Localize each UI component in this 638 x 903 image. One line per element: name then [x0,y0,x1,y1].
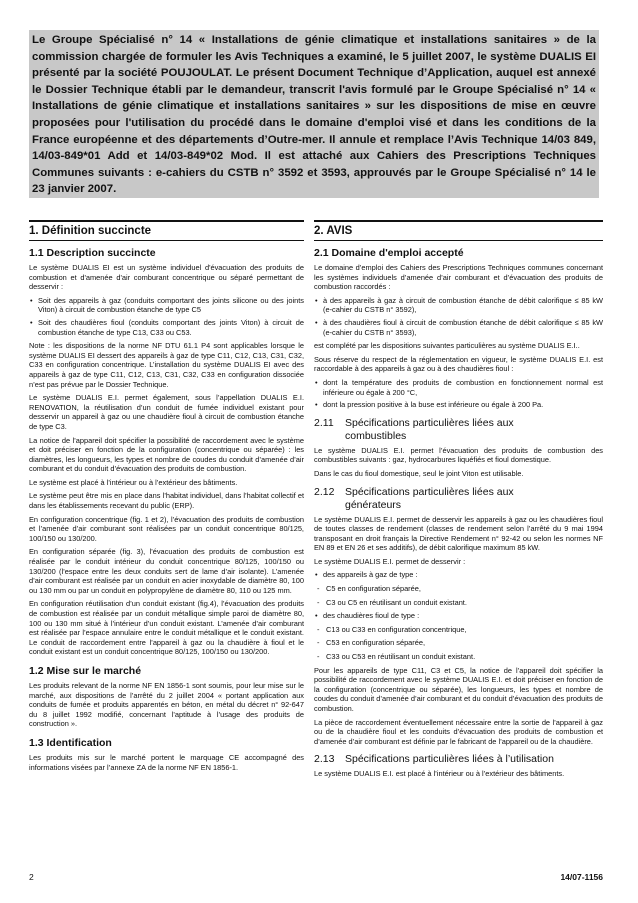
paragraph: Le système peut être mis en place dans l’habitat individuel, dans l’habitat collectif et dans les établissements recevant du public (ERP). [29,491,304,511]
section-number: 2.12 [314,485,335,498]
bullet-list [314,378,603,410]
dash-list [314,625,603,662]
paragraph: Le système est placé à l’intérieur ou à l’extérieur des bâtiments. [29,477,238,487]
document-reference: 14/07-1156 [560,872,603,882]
left-column [29,220,304,880]
list-item: • Soit des chaudières fioul (conduits comportant des joints Viton) à circuit de combustion étanche de type C13, C33 ou C53. [29,318,304,337]
list-item: • des appareils à gaz de type : [314,570,603,580]
note-paragraph: Note : les dispositions de la norme NF DTU 61.1 P4 sont applicables lorsque le système DUALIS EI dessert des appareils à gaz de type C11, C12, C13, C31, C32, C33 en configuration concentrique. L’installation du système DUALIS EI avec des appareils à gaz de type C11, C12, C13, C31, C32, C33 en configuration dissociée n’est pas prévue par le Dossier Technique. [29,341,304,389]
paragraph: La notice de l’appareil doit spécifier la possibilité de raccordement avec le système et doit préciser en fonction de la configuration (concentrique ou séparée) : les diamètres, les longueurs, les types et nombre de coudes du conduit d’amenée d’air comburant et du conduit d’évacuation des produits de combustion. [29,435,304,474]
section-2-12-heading [314,486,603,512]
section-number: 2.11 [314,416,334,429]
paragraph: Dans le cas du fioul domestique, seul le joint Viton est utilisable. [314,468,524,478]
paragraph: En configuration réutilisation d’un conduit existant (fig.4), l’évacuation des produits de combustion est réalisée par un conduit métallique simple paroi de diamètre 80, 100 ou 130 mm situé à l’intérieur d’un conduit existant. L’amenée d’air comburant est réalisée par l’espace annulaire entre le conduit métallique et le conduit existant. Le conduit de raccordement entre l’appareil à gaz ou la chaudière à fioul et le conduit existant est un conduit concentrique 80/125, 100/150 ou 130/200. [29,599,304,657]
section-number: 2.13 [314,753,335,766]
section-1-heading: 1. Définition succincte [29,220,304,241]
paragraph: Le système DUALIS EI est un système individuel d'évacuation des produits de combustion et d'amenée d'air comburant concentrique ou séparé permettant de desservir : [29,263,304,292]
section-2-1-heading: 2.1 Domaine d'emploi accepté [314,247,464,259]
intro-summary-box: Le Groupe Spécialisé n° 14 « Installations de génie climatique et installations sanitaires » de la commission chargée de formuler les Avis Techniques a examiné, le 5 juillet 2007, le système DUALIS EI présenté par la société POUJOULAT. Le présent Document Technique d’Application, auquel est annexé le Dossier Technique établi par le demandeur, transcrit l'avis formulé par le Groupe Spécialisé n° 14 « Installations de génie climatique et installations sanitaires » sur les dispositions de mise en œuvre proposées pour l'utilisation du procédé dans le domaine d'emploi visé et dans les conditions de la France européenne et des départements d’Outre-mer. Il annule et remplace l’Avis Technique 14/03 849, 14/03-849*01 Add et 14/03-849*02 Mod. Il est attaché aux Cahiers des Prescriptions Techniques Communes suivants : e-cahiers du CSTB n° 3592 et 3593, approuvés par le Groupe Spécialisé n° 14 le 23 janvier 2007. [29,30,599,198]
section-1-3-heading: 1.3 Identification [29,736,112,749]
paragraph: Le système DUALIS E.I. permet l’évacuation des produits de combustion des combustibles suivants : gaz, hydrocarbures liquéfiés et fioul domestique. [314,445,603,465]
list-item: • à des chaudières fioul à circuit de combustion étanche de débit calorifique ≤ 85 kW (e-cahier du CSTB n° 3593), [314,318,603,337]
list-item: - C13 ou C33 en configuration concentrique, [314,625,603,635]
bullet-list [314,611,603,621]
bullet-list [29,296,304,337]
section-1-1-heading: 1.1 Description succincte [29,247,156,259]
section-title-continued: générateurs [345,498,402,511]
list-item: • des chaudières fioul de type : [314,611,603,621]
section-title-continued: combustibles [345,429,407,442]
bullet-list [314,296,603,337]
paragraph: La pièce de raccordement éventuellement nécessaire entre la sortie de l’appareil à gaz ou de la chaudière fioul et les conduits d’évacuation des produits de combustion et d’amenée d’air comburant est définie par le fabricant de l’appareil ou de la chaudière. [314,717,603,746]
paragraph: Le système DUALIS E.I. est placé à l’intérieur ou à l’extérieur des bâtiments. [314,769,565,779]
paragraph: est complété par les dispositions suivantes particulières au système DUALIS E.I.. [314,341,580,351]
section-1-2-heading: 1.2 Mise sur le marché [29,664,142,677]
section-title: Spécifications particulières liées aux [345,485,514,498]
paragraph: Le domaine d’emploi des Cahiers des Prescriptions Techniques communes concernant les systèmes individuels d’amenée d’air comburant et d’évacuation des produits de combustion raccordés : [314,263,603,292]
list-item: - C3 ou C5 en réutilisant un conduit existant. [314,598,603,608]
dash-list [314,584,603,607]
list-item: • à des appareils à gaz à circuit de combustion étanche de débit calorifique ≤ 85 kW (e-cahier du CSTB n° 3592), [314,296,603,315]
paragraph: Le système DUALIS E.I. permet également, sous l’appellation DUALIS E.I. RENOVATION, la réutilisation d’un conduit de fumée individuel existant pour desservir un appareil à gaz ou une chaudière fioul à circuit de combustion étanche de type C3. [29,393,304,431]
section-title: Spécifications particulières liées à l’utilisation [345,753,554,766]
paragraph: Sous réserve du respect de la réglementation en vigueur, le système DUALIS E.I. est raccordable à des appareils à gaz ou à des chaudières fioul : [314,354,603,374]
paragraph: Le système DUALIS E.I. permet de desservir les appareils à gaz ou les chaudières fioul de toutes classes de rendement (classes de rendement selon l’arrêté du 9 mai 1994 transposant en droit français la Directive Rendement n° 92-42 ou selon les normes NF EN 89 et EN 26 et ses additifs), de débit calorifique maximum 85 kW. [314,514,603,553]
list-item: • dont la température des produits de combustion en fonctionnement normal est inférieure ou égale à 200 °C, [314,378,603,397]
bullet-list [314,570,603,580]
page-number: 2 [29,872,34,882]
paragraph: Pour les appareils de type C11, C3 et C5, la notice de l’appareil doit spécifier la possibilité de raccordement avec le système DUALIS E.I. et doit préciser en fonction de la configuration (concentrique ou séparée), les longueurs, les types et nombre de coudes du conduit d’amenée d’air comburant et du conduit d’évacuation des produits de combustion. [314,665,603,713]
section-title: Spécifications particulières liées aux [345,416,514,429]
list-item: • Soit des appareils à gaz (conduits comportant des joints silicone ou des joints Viton) à circuit de combustion étanche de type C5 [29,296,304,315]
list-item: • dont la pression positive à la buse est inférieure ou égale à 200 Pa. [314,400,603,410]
list-item: - C33 ou C53 en réutilisant un conduit existant. [314,652,603,662]
paragraph: En configuration concentrique (fig. 1 et 2), l’évacuation des produits de combustion et l’amenée d’air comburant sont réalisées par un conduit concentrique 80/125, 100/150 ou 130/200. [29,514,304,543]
paragraph: Le système DUALIS E.I. permet de desservir : [314,556,466,566]
section-2-11-heading [314,417,603,443]
list-item: - C5 en configuration séparée, [314,584,603,594]
paragraph: Les produits mis sur le marché portent le marquage CE accompagné des informations visées par l’annexe ZA de la norme NF EN 1856-1. [29,752,304,772]
section-2-13-heading [314,753,603,766]
section-2-heading: 2. AVIS [314,220,603,241]
paragraph: Les produits relevant de la norme NF EN 1856-1 sont soumis, pour leur mise sur le marché, aux dispositions de l’arrêté du 2 juillet 2004 « portant application aux conduits de fumée et produits apparentés en béton, en métal du décret n° 92-647 du 8 juillet 1992 modifié, concernant l’aptitude à l’usage des produits de construction ». [29,680,304,729]
list-item: - C53 en configuration séparée, [314,638,603,648]
right-column [314,220,603,880]
paragraph: En configuration séparée (fig. 3), l’évacuation des produits de combustion est réalisée par le conduit intérieur du conduit concentrique 80/125, 100/150 ou 130/200 (l’espace entre les deux conduits sert de lame d’air isolante). L’amenée d’air comburant est réalisée par un conduit en acier inoxydable de diamètre 80, 100 ou 130 mm ou par un conduit en polypropylène de diamètre 80, 110 ou 125 mm. [29,547,304,595]
